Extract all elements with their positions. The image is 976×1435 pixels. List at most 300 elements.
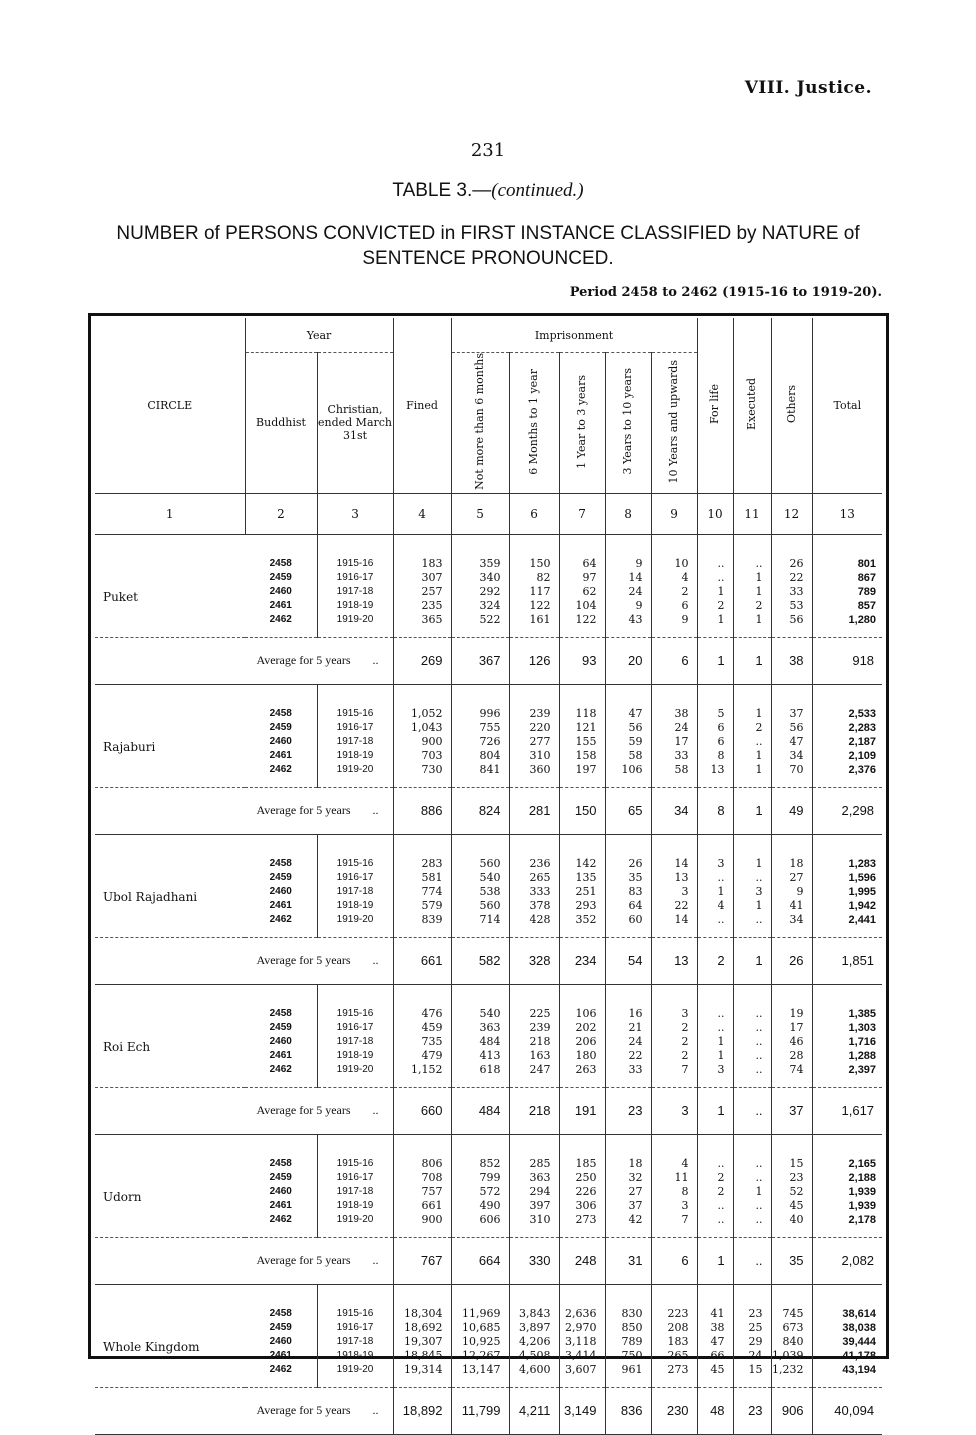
cell-1y-3y: 250 [559, 1171, 605, 1185]
spacer-cell [95, 684, 245, 699]
cell-10y-up: 14 [651, 913, 697, 938]
cell-others: 19 [771, 999, 812, 1021]
cell-for-life: .. [697, 913, 733, 938]
cell-for-life: .. [697, 871, 733, 885]
cell-not-more-6m: 292 [451, 585, 509, 599]
cell-1y-3y: 2,970 [559, 1321, 605, 1335]
cell-fined: 581 [393, 871, 451, 885]
cell-for-life: 1 [697, 613, 733, 638]
spacer-cell [559, 834, 605, 849]
col-number: 9 [651, 493, 697, 534]
cell-buddhist-year: 2459 [245, 871, 317, 885]
cell-10y-up: 2 [651, 1035, 697, 1049]
cell-christian-year: 1916-17 [317, 571, 393, 585]
cell-christian-year: 1917-18 [317, 1335, 393, 1349]
cell-not-more-6m: 522 [451, 613, 509, 638]
cell-buddhist-year: 2462 [245, 1213, 317, 1238]
cell-10y-up: 13 [651, 871, 697, 885]
cell-christian-year: 1918-19 [317, 749, 393, 763]
cell-total: 2,109 [848, 749, 877, 762]
cell-christian-year: 1915-16 [317, 549, 393, 571]
cell-not-more-6m: 714 [451, 913, 509, 938]
spacer-cell [771, 1134, 812, 1149]
average-3y-10y: 54 [605, 937, 651, 984]
col-fined: Fined [393, 318, 451, 493]
cell-fined: 235 [393, 599, 451, 613]
cell-6m-1y: 378 [509, 899, 559, 913]
col-number: 2 [245, 493, 317, 534]
average-others: 38 [771, 637, 812, 684]
col-buddhist: Buddhist [245, 353, 317, 494]
spacer-cell [812, 1284, 882, 1299]
average-3y-10y: 65 [605, 787, 651, 834]
cell-fined: 579 [393, 899, 451, 913]
cell-3y-10y: 83 [605, 885, 651, 899]
cell-others: 26 [771, 549, 812, 571]
table-continued: (continued.) [491, 180, 584, 201]
cell-christian-year: 1918-19 [317, 899, 393, 913]
cell-3y-10y: 43 [605, 613, 651, 638]
cell-1y-3y: 135 [559, 871, 605, 885]
cell-3y-10y: 42 [605, 1213, 651, 1238]
col-6m-1y [509, 353, 559, 494]
cell-fined: 703 [393, 749, 451, 763]
cell-total: 38,038 [842, 1321, 877, 1334]
cell-10y-up: 265 [651, 1349, 697, 1363]
average-label-dots: .. [372, 1403, 379, 1418]
cell-1y-3y: 185 [559, 1149, 605, 1171]
cell-executed: 2 [733, 599, 771, 613]
spacer-cell [697, 984, 733, 999]
cell-10y-up: 2 [651, 1021, 697, 1035]
average-label-dots: .. [372, 803, 379, 818]
average-others: 906 [771, 1387, 812, 1434]
col-number: 6 [509, 493, 559, 534]
spacer-cell [812, 1134, 882, 1149]
cell-not-more-6m: 13,147 [451, 1363, 509, 1388]
cell-10y-up: 208 [651, 1321, 697, 1335]
average-label-text: Average for 5 years [256, 953, 351, 968]
cell-not-more-6m: 804 [451, 749, 509, 763]
cell-6m-1y: 285 [509, 1149, 559, 1171]
cell-others: 673 [771, 1321, 812, 1335]
cell-christian-year: 1917-18 [317, 1035, 393, 1049]
cell-total: 41,178 [842, 1349, 877, 1362]
spacer-cell [651, 1284, 697, 1299]
cell-1y-3y: 121 [559, 721, 605, 735]
cell-10y-up: 11 [651, 1171, 697, 1185]
cell-executed: 1 [733, 613, 771, 638]
spacer-cell [509, 534, 559, 549]
col-others [771, 318, 812, 493]
cell-total: 2,533 [848, 707, 877, 720]
cell-buddhist-year: 2459 [245, 1321, 317, 1335]
cell-6m-1y: 310 [509, 749, 559, 763]
cell-executed: .. [733, 999, 771, 1021]
cell-fined: 774 [393, 885, 451, 899]
cell-buddhist-year: 2459 [245, 721, 317, 735]
spacer-cell [95, 1134, 245, 1149]
cell-christian-year: 1915-16 [317, 849, 393, 871]
average-label [95, 1087, 393, 1134]
col-number: 13 [812, 493, 882, 534]
cell-others: 46 [771, 1035, 812, 1049]
cell-6m-1y: 236 [509, 849, 559, 871]
col-christian: Christian, ended March 31st [317, 353, 393, 494]
col-1y-3y [559, 353, 605, 494]
cell-for-life: 3 [697, 1063, 733, 1088]
cell-executed: 15 [733, 1363, 771, 1388]
cell-fined: 661 [393, 1199, 451, 1213]
spacer-cell [95, 984, 245, 999]
spacer-row [95, 1134, 882, 1149]
spacer-cell [771, 684, 812, 699]
cell-christian-year: 1919-20 [317, 1363, 393, 1388]
cell-1y-3y: 293 [559, 899, 605, 913]
cell-christian-year: 1919-20 [317, 1063, 393, 1088]
cell-6m-1y: 247 [509, 1063, 559, 1088]
average-10y-up: 3 [651, 1087, 697, 1134]
cell-others: 56 [771, 721, 812, 735]
spacer-cell [605, 684, 651, 699]
spacer-cell [317, 984, 393, 999]
cell-6m-1y: 294 [509, 1185, 559, 1199]
spacer-row [95, 834, 882, 849]
cell-not-more-6m: 799 [451, 1171, 509, 1185]
spacer-cell [605, 1134, 651, 1149]
col-10y-up-label: 10 Years and upwards [667, 359, 681, 484]
cell-others: 40 [771, 1213, 812, 1238]
cell-for-life: 1 [697, 1035, 733, 1049]
spacer-cell [733, 534, 771, 549]
cell-fined: 18,304 [393, 1299, 451, 1321]
cell-3y-10y: 27 [605, 1185, 651, 1199]
average-others: 35 [771, 1237, 812, 1284]
cell-fined: 1,152 [393, 1063, 451, 1088]
table-row [95, 699, 882, 721]
average-others: 49 [771, 787, 812, 834]
cell-total: 39,444 [842, 1335, 877, 1348]
cell-buddhist-year: 2458 [245, 1149, 317, 1171]
cell-total: 2,187 [848, 735, 877, 748]
cell-others: 840 [771, 1335, 812, 1349]
cell-not-more-6m: 996 [451, 699, 509, 721]
col-imprisonment-group: Imprisonment [451, 318, 697, 353]
spacer-cell [605, 834, 651, 849]
cell-for-life: 45 [697, 1363, 733, 1388]
cell-3y-10y: 64 [605, 899, 651, 913]
cell-christian-year: 1916-17 [317, 1321, 393, 1335]
cell-not-more-6m: 560 [451, 849, 509, 871]
cell-3y-10y: 58 [605, 749, 651, 763]
cell-3y-10y: 59 [605, 735, 651, 749]
cell-6m-1y: 239 [509, 699, 559, 721]
cell-fined: 476 [393, 999, 451, 1021]
cell-6m-1y: 277 [509, 735, 559, 749]
spacer-cell [559, 984, 605, 999]
cell-for-life: 2 [697, 1171, 733, 1185]
spacer-cell [95, 534, 245, 549]
average-row [95, 937, 882, 984]
col-number: 4 [393, 493, 451, 534]
col-executed-label: Executed [745, 377, 759, 430]
cell-total: 2,178 [848, 1213, 877, 1226]
spacer-row [95, 534, 882, 549]
cell-executed: 1 [733, 571, 771, 585]
cell-3y-10y: 789 [605, 1335, 651, 1349]
cell-executed: 29 [733, 1335, 771, 1349]
cell-for-life: 8 [697, 749, 733, 763]
cell-executed: 25 [733, 1321, 771, 1335]
cell-3y-10y: 9 [605, 599, 651, 613]
spacer-cell [317, 834, 393, 849]
cell-3y-10y: 21 [605, 1021, 651, 1035]
spacer-cell [559, 534, 605, 549]
cell-for-life: .. [697, 1199, 733, 1213]
cell-3y-10y: 106 [605, 763, 651, 788]
average-3y-10y: 836 [605, 1387, 651, 1434]
spacer-cell [771, 834, 812, 849]
cell-buddhist-year: 2461 [245, 1199, 317, 1213]
cell-1y-3y: 104 [559, 599, 605, 613]
average-1y-3y: 3,149 [559, 1387, 605, 1434]
cell-1y-3y: 226 [559, 1185, 605, 1199]
cell-not-more-6m: 11,969 [451, 1299, 509, 1321]
average-executed: 1 [733, 637, 771, 684]
average-10y-up: 6 [651, 637, 697, 684]
cell-1y-3y: 180 [559, 1049, 605, 1063]
spacer-cell [317, 684, 393, 699]
cell-others: 22 [771, 571, 812, 585]
average-not-more-6m: 824 [451, 787, 509, 834]
cell-6m-1y: 363 [509, 1171, 559, 1185]
cell-christian-year: 1918-19 [317, 1349, 393, 1363]
spacer-row [95, 684, 882, 699]
average-row [95, 1087, 882, 1134]
cell-3y-10y: 24 [605, 585, 651, 599]
spacer-cell [509, 1284, 559, 1299]
col-number: 5 [451, 493, 509, 534]
average-label-text: Average for 5 years [256, 803, 351, 818]
spacer-cell [771, 984, 812, 999]
cell-christian-year: 1916-17 [317, 1021, 393, 1035]
cell-fined: 18,692 [393, 1321, 451, 1335]
cell-others: 9 [771, 885, 812, 899]
cell-not-more-6m: 618 [451, 1063, 509, 1088]
spacer-cell [245, 1284, 317, 1299]
cell-1y-3y: 122 [559, 613, 605, 638]
cell-executed: 1 [733, 749, 771, 763]
cell-christian-year: 1919-20 [317, 613, 393, 638]
cell-total: 867 [857, 571, 877, 584]
col-year-group: Year [245, 318, 393, 353]
average-6m-1y: 328 [509, 937, 559, 984]
cell-others: 34 [771, 749, 812, 763]
average-label [95, 637, 393, 684]
col-others-label: Others [784, 384, 798, 423]
col-not-more-6m [451, 353, 509, 494]
average-total: 1,851 [812, 937, 882, 984]
spacer-cell [812, 984, 882, 999]
average-not-more-6m: 11,799 [451, 1387, 509, 1434]
spacer-cell [697, 684, 733, 699]
cell-executed: .. [733, 1021, 771, 1035]
cell-executed: .. [733, 1213, 771, 1238]
cell-not-more-6m: 10,685 [451, 1321, 509, 1335]
cell-fined: 1,043 [393, 721, 451, 735]
cell-6m-1y: 3,897 [509, 1321, 559, 1335]
average-fined: 767 [393, 1237, 451, 1284]
average-label-dots: .. [372, 1253, 379, 1268]
cell-others: 74 [771, 1063, 812, 1088]
spacer-cell [733, 834, 771, 849]
cell-christian-year: 1919-20 [317, 1213, 393, 1238]
cell-buddhist-year: 2458 [245, 699, 317, 721]
cell-10y-up: 8 [651, 1185, 697, 1199]
spacer-cell [393, 1134, 451, 1149]
spacer-cell [451, 984, 509, 999]
cell-others: 23 [771, 1171, 812, 1185]
cell-others: 41 [771, 899, 812, 913]
cell-christian-year: 1915-16 [317, 1299, 393, 1321]
cell-christian-year: 1917-18 [317, 735, 393, 749]
cell-fined: 708 [393, 1171, 451, 1185]
table-row [95, 1149, 882, 1171]
cell-others: 70 [771, 763, 812, 788]
cell-others: 745 [771, 1299, 812, 1321]
cell-10y-up: 2 [651, 585, 697, 599]
average-executed: .. [733, 1087, 771, 1134]
cell-10y-up: 183 [651, 1335, 697, 1349]
average-10y-up: 6 [651, 1237, 697, 1284]
cell-fined: 257 [393, 585, 451, 599]
cell-christian-year: 1918-19 [317, 1199, 393, 1213]
spacer-cell [317, 534, 393, 549]
average-10y-up: 34 [651, 787, 697, 834]
cell-for-life: .. [697, 999, 733, 1021]
cell-buddhist-year: 2460 [245, 1185, 317, 1199]
cell-1y-3y: 3,118 [559, 1335, 605, 1349]
spacer-cell [605, 1284, 651, 1299]
cell-6m-1y: 163 [509, 1049, 559, 1063]
cell-6m-1y: 397 [509, 1199, 559, 1213]
average-total: 1,617 [812, 1087, 882, 1134]
table-row [95, 849, 882, 871]
cell-not-more-6m: 340 [451, 571, 509, 585]
cell-fined: 307 [393, 571, 451, 585]
cell-buddhist-year: 2458 [245, 1299, 317, 1321]
spacer-cell [651, 834, 697, 849]
cell-3y-10y: 22 [605, 1049, 651, 1063]
cell-buddhist-year: 2460 [245, 585, 317, 599]
cell-fined: 365 [393, 613, 451, 638]
cell-christian-year: 1916-17 [317, 871, 393, 885]
average-6m-1y: 4,211 [509, 1387, 559, 1434]
cell-not-more-6m: 726 [451, 735, 509, 749]
cell-fined: 735 [393, 1035, 451, 1049]
cell-others: 56 [771, 613, 812, 638]
average-1y-3y: 234 [559, 937, 605, 984]
cell-total: 2,441 [848, 913, 877, 926]
cell-6m-1y: 310 [509, 1213, 559, 1238]
cell-6m-1y: 218 [509, 1035, 559, 1049]
spacer-cell [559, 1134, 605, 1149]
cell-buddhist-year: 2461 [245, 599, 317, 613]
average-executed: 23 [733, 1387, 771, 1434]
cell-1y-3y: 97 [559, 571, 605, 585]
cell-10y-up: 3 [651, 885, 697, 899]
average-executed: 1 [733, 787, 771, 834]
spacer-cell [245, 1134, 317, 1149]
spacer-cell [733, 984, 771, 999]
cell-others: 17 [771, 1021, 812, 1035]
cell-3y-10y: 16 [605, 999, 651, 1021]
cell-10y-up: 38 [651, 699, 697, 721]
cell-10y-up: 14 [651, 849, 697, 871]
cell-3y-10y: 961 [605, 1363, 651, 1388]
cell-total: 801 [857, 557, 877, 570]
cell-1y-3y: 106 [559, 999, 605, 1021]
spacer-cell [393, 1284, 451, 1299]
cell-1y-3y: 64 [559, 549, 605, 571]
cell-not-more-6m: 560 [451, 899, 509, 913]
cell-1y-3y: 273 [559, 1213, 605, 1238]
average-label-dots: .. [372, 1103, 379, 1118]
cell-1y-3y: 263 [559, 1063, 605, 1088]
cell-executed: 1 [733, 699, 771, 721]
table-number: TABLE 3.— [392, 180, 492, 201]
cell-total: 1,283 [848, 857, 877, 870]
cell-10y-up: 22 [651, 899, 697, 913]
cell-not-more-6m: 490 [451, 1199, 509, 1213]
average-label [95, 937, 393, 984]
cell-1y-3y: 62 [559, 585, 605, 599]
average-others: 26 [771, 937, 812, 984]
col-number: 3 [317, 493, 393, 534]
cell-others: 1,232 [771, 1363, 812, 1388]
circle-name: Whole Kingdom [103, 1339, 200, 1354]
spacer-cell [812, 684, 882, 699]
average-1y-3y: 191 [559, 1087, 605, 1134]
cell-3y-10y: 33 [605, 1063, 651, 1088]
cell-not-more-6m: 10,925 [451, 1335, 509, 1349]
spacer-cell [697, 834, 733, 849]
cell-10y-up: 3 [651, 1199, 697, 1213]
cell-1y-3y: 352 [559, 913, 605, 938]
cell-3y-10y: 26 [605, 849, 651, 871]
average-1y-3y: 150 [559, 787, 605, 834]
spacer-cell [733, 684, 771, 699]
cell-6m-1y: 265 [509, 871, 559, 885]
cell-for-life: 66 [697, 1349, 733, 1363]
cell-10y-up: 9 [651, 613, 697, 638]
average-not-more-6m: 664 [451, 1237, 509, 1284]
cell-executed: 3 [733, 885, 771, 899]
spacer-cell [697, 1284, 733, 1299]
cell-10y-up: 6 [651, 599, 697, 613]
cell-executed: .. [733, 1063, 771, 1088]
cell-6m-1y: 4,508 [509, 1349, 559, 1363]
cell-buddhist-year: 2460 [245, 735, 317, 749]
cell-1y-3y: 3,414 [559, 1349, 605, 1363]
cell-buddhist-year: 2462 [245, 1063, 317, 1088]
cell-1y-3y: 206 [559, 1035, 605, 1049]
cell-executed: 1 [733, 849, 771, 871]
cell-not-more-6m: 540 [451, 871, 509, 885]
table-row [95, 1299, 882, 1321]
cell-others: 47 [771, 735, 812, 749]
average-6m-1y: 126 [509, 637, 559, 684]
